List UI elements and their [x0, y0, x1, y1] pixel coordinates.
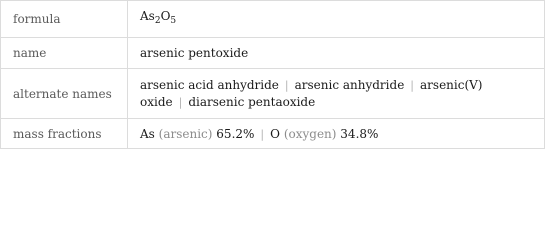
- formula-element-as: As: [140, 9, 155, 23]
- separator: |: [178, 95, 183, 109]
- formula-value: [129, 1, 545, 37]
- name-value: arsenic pentoxide: [140, 46, 249, 60]
- mass-fraction-element: (arsenic): [158, 126, 213, 141]
- mass-fraction-element: (oxygen): [283, 126, 337, 141]
- formula-element-o: O: [160, 9, 171, 23]
- alternate-names-row: [1, 68, 545, 118]
- alternate-name: arsenic(V) oxide: [140, 77, 483, 109]
- name-label: name: [1, 38, 128, 68]
- mass-fractions-row: [1, 118, 545, 149]
- mass-fractions-label: mass fractions: [1, 119, 128, 149]
- alternate-name: diarsenic pentaoxide: [188, 94, 316, 109]
- mass-fraction-percent: 65.2%: [216, 126, 255, 141]
- mass-fractions-value: [129, 119, 545, 149]
- name-row: [1, 37, 545, 68]
- formula-subscript-as: 2: [154, 16, 161, 26]
- formula-row: [1, 1, 545, 37]
- formula-subscript-o: 5: [170, 16, 177, 26]
- mass-fraction-symbol: O: [270, 126, 280, 141]
- separator: |: [284, 78, 289, 92]
- mass-fraction-symbol: As: [140, 126, 155, 141]
- separator: |: [410, 78, 415, 92]
- alternate-name: arsenic anhydride: [294, 77, 405, 92]
- mass-fraction-percent: 34.8%: [340, 126, 379, 141]
- alternate-name: arsenic acid anhydride: [140, 77, 279, 92]
- separator: |: [260, 127, 265, 141]
- alternate-names-label: alternate names: [1, 69, 128, 118]
- formula-label: formula: [1, 1, 128, 37]
- alternate-names-value: [129, 69, 545, 118]
